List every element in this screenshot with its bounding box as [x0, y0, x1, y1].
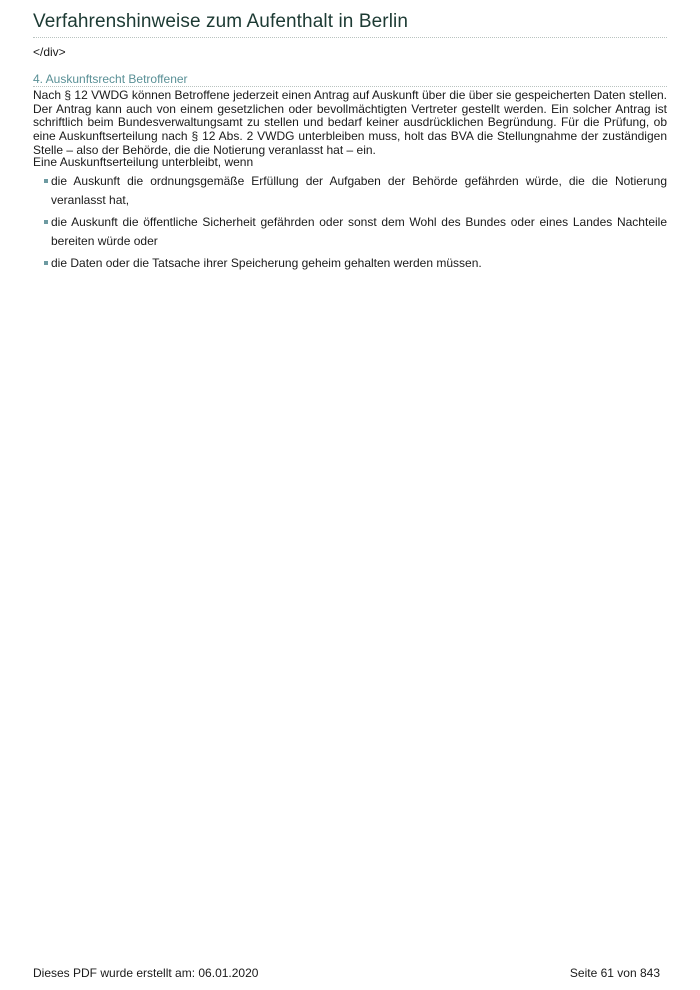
section-heading: 4. Auskunftsrecht Betroffener — [33, 72, 188, 86]
bullet-list — [44, 172, 667, 277]
stray-markup-text: </div> — [33, 45, 66, 59]
footer-page-number: Seite 61 von 843 — [569, 966, 660, 980]
bullet-square-icon — [44, 179, 48, 183]
list-item-text: die Daten oder die Tatsache ihrer Speicherung geheim gehalten werden müssen. — [51, 256, 482, 270]
bullet-square-icon — [44, 220, 48, 224]
footer-created-date: Dieses PDF wurde erstellt am: 06.01.2020 — [33, 966, 259, 980]
section-divider — [33, 86, 667, 87]
list-item — [44, 254, 667, 273]
title-divider — [33, 37, 667, 38]
list-item-text: die Auskunft die ordnungsgemäße Erfüllung der Aufgaben der Behörde gefährden würde, die die Notierung veranlasst hat, — [51, 174, 667, 207]
list-item — [44, 213, 667, 250]
list-intro: Eine Auskunftserteilung unterbleibt, wenn — [33, 155, 254, 169]
list-item-text: die Auskunft die öffentliche Sicherheit gefährden oder sonst dem Wohl des Bundes oder eines Landes Nachteile bereiten würde oder — [51, 215, 667, 248]
section-paragraph: Nach § 12 VWDG können Betroffene jederzeit einen Antrag auf Auskunft über die über sie gespeicherten Daten stellen. Der Antrag kann auch von einem gesetzlichen oder bevollmächtigten Vertreter gestellt werden. Ein solcher Antrag ist schriftlich beim Bundesverwaltungsamt zu stellen und bedarf keiner ausdrücklichen Begründung. Für die Prüfung, ob eine Auskunftserteilung nach § 12 Abs. 2 VWDG unterbleiben muss, holt das BVA die Stellungnahme der zuständigen Stelle – also der Behörde, die die Notierung veranlasst hat – ein. — [33, 88, 667, 157]
list-item — [44, 172, 667, 209]
page-title: Verfahrenshinweise zum Aufenthalt in Berlin — [33, 11, 409, 32]
bullet-square-icon — [44, 261, 48, 265]
